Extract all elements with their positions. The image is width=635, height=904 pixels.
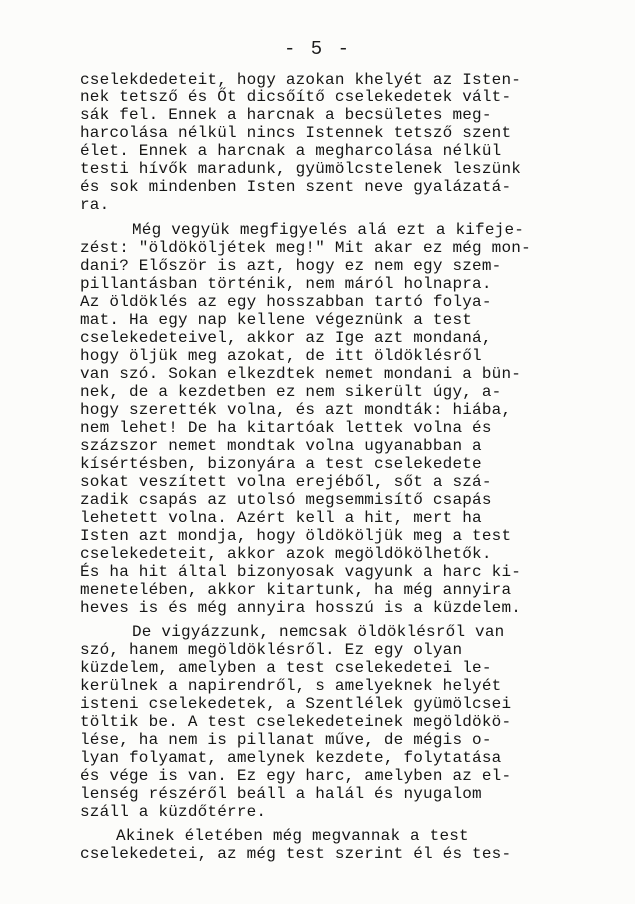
text-line: és vége is van. Ez egy harc, amelyben az el- bbox=[80, 767, 512, 785]
text-line: zést: "öldököljétek meg!" Mit akar ez még mon- bbox=[80, 239, 531, 257]
text-line: van szó. Sokan elkezdtek nemet mondani a bün- bbox=[80, 365, 522, 383]
text-line: nek, de a kezdetben ez nem sikerült úgy, a- bbox=[80, 383, 502, 401]
text-line: lehetett volna. Azért kell a hit, mert ha bbox=[80, 509, 482, 527]
text-line: lenség részéről beáll a halál és nyugalom bbox=[80, 785, 482, 803]
text-line: isteni cselekedetek, a Szentlélek gyümölcsei bbox=[80, 695, 512, 713]
text-line: cselekedeteivel, akkor az Ige azt mondaná, bbox=[80, 329, 492, 347]
text-line: harcolása nélkül nincs Istennek tetsző szent bbox=[80, 124, 512, 142]
text-line: lése, ha nem is pillanat műve, de mégis o- bbox=[80, 731, 492, 749]
text-line: cselekdedeteit, hogy azokan khelyét az Isten- bbox=[80, 71, 522, 89]
text-line: ra. bbox=[80, 196, 110, 214]
text-line: száll a küzdőtérre. bbox=[80, 803, 267, 821]
text-line: küzdelem, amelyben a test cselekedetei le- bbox=[80, 659, 492, 677]
page-number: - 5 - bbox=[283, 38, 351, 60]
text-line: sák fel. Ennek a harcnak a becsületes meg- bbox=[80, 106, 492, 124]
text-line: kerülnek a napirendről, s amelyeknek helyét bbox=[80, 677, 502, 695]
text-line: cselekedeteit, akkor azok megöldökölhetők. bbox=[80, 545, 492, 563]
text-line: lyan folyamat, amelynek kezdete, folytatása bbox=[80, 749, 502, 767]
text-line: heves is és még annyira hosszú is a küzdelem. bbox=[80, 599, 522, 617]
text-line: zadik csapás az utolsó megsemmisítő csapás bbox=[80, 491, 492, 509]
text-line: mat. Ha egy nap kellene végeznünk a test bbox=[80, 311, 473, 329]
text-line: Még vegyük megfigyelés alá ezt a kifeje- bbox=[132, 221, 525, 239]
text-line: De vigyázzunk, nemcsak öldöklésről van bbox=[132, 623, 505, 641]
text-line: Isten azt mondja, hogy öldököljük meg a test bbox=[80, 527, 512, 545]
text-line: kísértésben, bizonyára a test cselekedete bbox=[80, 455, 482, 473]
text-line: élet. Ennek a harcnak a megharcolása nélkül bbox=[80, 142, 502, 160]
text-line: és sok mindenben Isten szent neve gyalázatá- bbox=[80, 178, 512, 196]
text-line: sokat veszített volna erejéből, sőt a szá- bbox=[80, 473, 492, 491]
text-line: Akinek életében még megvannak a test bbox=[116, 827, 469, 845]
text-line: pillantásban történik, nem máról holnapra. bbox=[80, 275, 492, 293]
text-line: hogy öljük meg azokat, de itt öldöklésről bbox=[80, 347, 482, 365]
text-line: hogy szerették volna, és azt mondták: hiába, bbox=[80, 401, 512, 419]
text-line: testi hívők maradunk, gyümölcstelenek leszünk bbox=[80, 160, 522, 178]
text-line: cselekedetei, az még test szerint él és tes- bbox=[80, 845, 512, 863]
text-line: szó, hanem megöldöklésről. Ez egy olyan bbox=[80, 641, 463, 659]
text-line: nek tetsző és Őt dicsőítő cselekedetek vált- bbox=[80, 88, 512, 106]
text-line: nem lehet! De ha kitartóak lettek volna és bbox=[80, 419, 492, 437]
text-line: menetelében, akkor kitartunk, ha még annyira bbox=[80, 581, 512, 599]
text-line: százszor nemet mondtak volna ugyanabban a bbox=[80, 437, 482, 455]
text-line: dani? Először is azt, hogy ez nem egy szem- bbox=[80, 257, 502, 275]
text-line: Az öldöklés az egy hosszabban tartó folya- bbox=[80, 293, 492, 311]
text-line: És ha hit által bizonyosak vagyunk a harc ki- bbox=[80, 563, 522, 581]
text-line: töltik be. A test cselekedeteinek megöldökö- bbox=[80, 713, 512, 731]
